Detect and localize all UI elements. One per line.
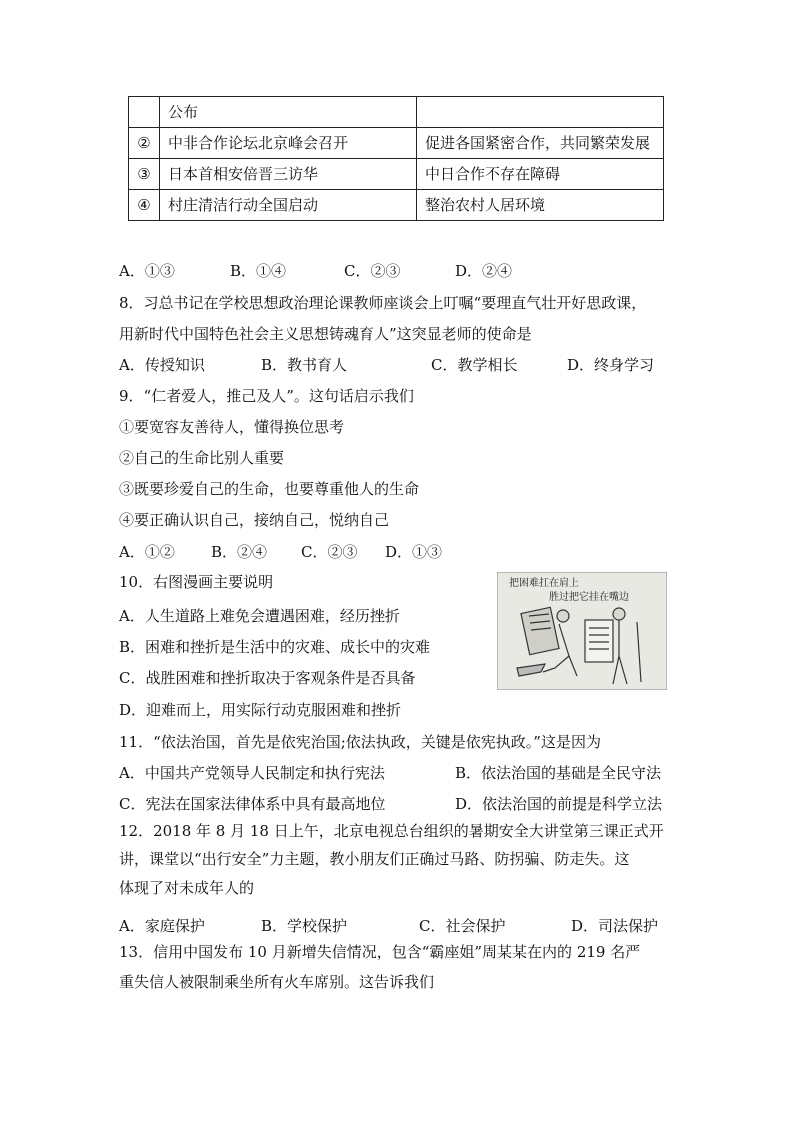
option-d[interactable]: D．终身学习 — [567, 356, 655, 374]
row-number — [129, 97, 160, 128]
table-row — [129, 128, 664, 159]
option-b[interactable]: B．学校保护 — [261, 917, 348, 935]
q10-option-d[interactable]: D．迎难而上，用实际行动克服困难和挫折 — [119, 701, 402, 719]
q12-stem-line1: 12．2018 年 8 月 18 日上午，北京电视总台组织的暑期安全大讲堂第三课正式开 — [119, 822, 664, 840]
q9-item-1: ①要宽容友善待人，懂得换位思考 — [119, 418, 345, 436]
q13-stem-line2: 重失信人被限制乘坐所有火车席别。这告诉我们 — [119, 973, 435, 991]
row-number: ③ — [129, 159, 160, 190]
row-event: 村庄清洁行动全国启动 — [160, 190, 417, 221]
row-meaning: 促进各国紧密合作，共同繁荣发展 — [417, 128, 664, 159]
q10-option-b[interactable]: B．困难和挫折是生活中的灾难、成长中的灾难 — [119, 638, 431, 656]
row-meaning: 整治农村人居环境 — [417, 190, 664, 221]
q13-stem-line1: 13．信用中国发布 10 月新增失信情况，包含“霸座姐”周某某在内的 219 名严 — [119, 943, 641, 961]
option-a[interactable]: A．家庭保护 — [119, 917, 205, 935]
option-c[interactable]: C．②③ — [344, 262, 401, 280]
table-row — [129, 97, 664, 128]
option-b[interactable]: B．②④ — [211, 543, 268, 561]
q10-stem: 10．右图漫画主要说明 — [119, 573, 274, 591]
q8-stem-line1: 8．习总书记在学校思想政治理论课教师座谈会上叮嘱“要理直气壮开好思政课， — [119, 294, 647, 312]
cartoon-caption-2: 胜过把它挂在嘴边 — [549, 592, 629, 603]
row-event: 中非合作论坛北京峰会召开 — [160, 128, 417, 159]
option-a[interactable]: A．①② — [119, 543, 175, 561]
q9-stem: 9．“仁者爱人，推己及人”。这句话启示我们 — [119, 387, 414, 405]
option-b[interactable]: B．教书育人 — [261, 356, 348, 374]
option-d[interactable]: D．②④ — [455, 262, 513, 280]
q9-item-4: ④要正确认识自己，接纳自己，悦纳自己 — [119, 511, 390, 529]
row-meaning — [417, 97, 664, 128]
option-d[interactable]: D．司法保护 — [571, 917, 659, 935]
table-row — [129, 159, 664, 190]
q12-stem-line2: 讲，课堂以“出行安全”力主题，教小朋友们正确过马路、防拐骗、防走失。这 — [119, 850, 630, 868]
events-table — [128, 96, 664, 221]
option-b[interactable]: B．①④ — [230, 262, 287, 280]
table-row — [129, 190, 664, 221]
q11-stem: 11．“依法治国，首先是依宪治国;依法执政，关键是依宪执政。”这是因为 — [119, 733, 601, 751]
option-c[interactable]: C．②③ — [301, 543, 358, 561]
cartoon-caption-1: 把困难扛在肩上 — [509, 578, 579, 589]
q9-item-2: ②自己的生命比别人重要 — [119, 449, 285, 467]
option-c[interactable]: C．宪法在国家法律体系中具有最高地位 — [119, 795, 386, 813]
option-d[interactable]: D．①③ — [385, 543, 443, 561]
option-c[interactable]: C．社会保护 — [419, 917, 506, 935]
row-event: 日本首相安倍晋三访华 — [160, 159, 417, 190]
option-d[interactable]: D．依法治国的前提是科学立法 — [455, 795, 663, 813]
option-c[interactable]: C．教学相长 — [431, 356, 518, 374]
row-number: ④ — [129, 190, 160, 221]
q8-stem-line2: 用新时代中国特色社会主义思想铸魂育人”这突显老师的使命是 — [119, 325, 532, 343]
q12-stem-line3: 体现了对未成年人的 — [119, 879, 255, 897]
cartoon-image — [497, 572, 667, 690]
q10-option-a[interactable]: A．人生道路上难免会遭遇困难，经历挫折 — [119, 607, 400, 625]
q9-item-3: ③既要珍爱自己的生命，也要尊重他人的生命 — [119, 480, 420, 498]
row-event: 公布 — [160, 97, 417, 128]
row-number: ② — [129, 128, 160, 159]
q10-option-c[interactable]: C．战胜困难和挫折取决于客观条件是否具备 — [119, 669, 416, 687]
option-a[interactable]: A．传授知识 — [119, 356, 205, 374]
cartoon-drawing — [497, 572, 667, 690]
row-meaning: 中日合作不存在障碍 — [417, 159, 664, 190]
option-a[interactable]: A．①③ — [119, 262, 175, 280]
option-a[interactable]: A．中国共产党领导人民制定和执行宪法 — [119, 764, 385, 782]
option-b[interactable]: B．依法治国的基础是全民守法 — [455, 764, 662, 782]
